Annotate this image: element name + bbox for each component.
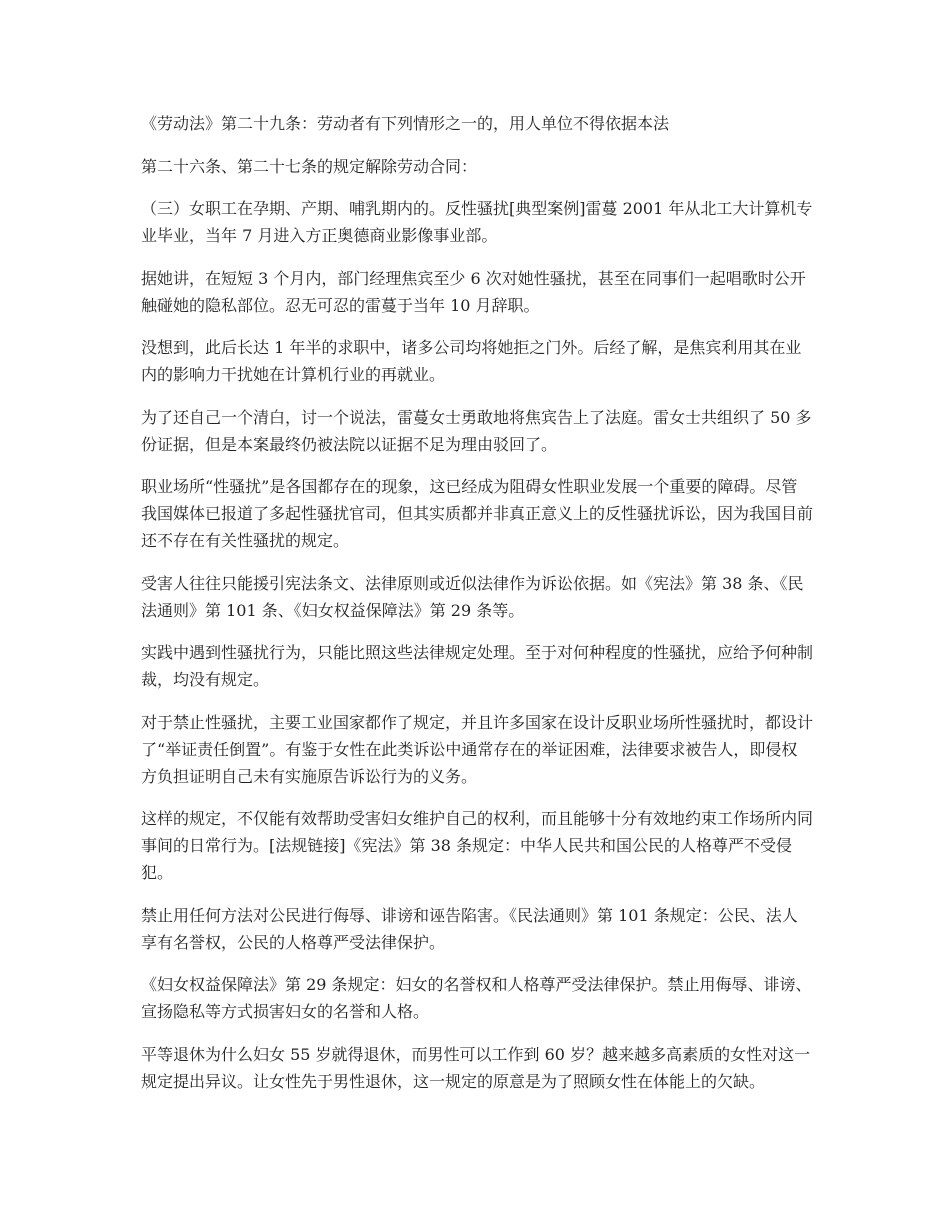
paragraph: （三）女职工在孕期、产期、哺乳期内的。反性骚扰[典型案例]雷蔓 2001 年从北工大计算机专业毕业，当年 7 月进入方正奥德商业影像事业部。 — [141, 199, 813, 245]
paragraph: 《妇女权益保障法》第 29 条规定：妇女的名誉权和人格尊严受法律保护。禁止用侮辱、诽谤、宣扬隐私等方式损害妇女的名誉和人格。 — [141, 975, 812, 1021]
paragraph: 受害人往往只能援引宪法条文、法律原则或近似法律作为诉讼依据。如《宪法》第 38 条、《民法通则》第 101 条、《妇女权益保障法》第 29 条等。 — [141, 573, 804, 620]
paragraph: 《劳动法》第二十九条：劳动者有下列情形之一的，用人单位不得依据本法 — [141, 114, 670, 133]
paragraph: 平等退休为什么妇女 55 岁就得退休，而男性可以工作到 60 岁？越来越多高素质的女性对这一规定提出异议。让女性先于男性退休，这一规定的原意是为了照顾女性在体能上的欠缺。 — [141, 1044, 811, 1091]
paragraph: 据她讲，在短短 3 个月内，部门经理焦宾至少 6 次对她性骚扰，甚至在同事们一起唱歌时公开触碰她的隐私部位。忍无可忍的雷蔓于当年 10 月辞职。 — [141, 268, 806, 315]
paragraph: 职业场所“性骚扰”是各国都存在的现象，这已经成为阻碍女性职业发展一个重要的障碍。尽管我国媒体已报道了多起性骚扰官司，但其实质都并非真正意义上的反性骚扰诉讼，因为我国目前还不存在有关性骚扰的规定。 — [141, 477, 814, 550]
paragraph: 这样的规定，不仅能有效帮助受害妇女维护自己的权利，而且能够十分有效地约束工作场所内同事间的日常行为。[法规链接]《宪法》第 38 条规定：中华人民共和国公民的人格尊严不受侵犯。 — [141, 809, 814, 882]
paragraph: 没想到，此后长达 1 年半的求职中，诸多公司均将她拒之门外。后经了解，是焦宾利用其在业内的影响力干扰她在计算机行业的再就业。 — [141, 338, 802, 384]
document-body — [141, 110, 813, 1110]
paragraph: 第二十六条、第二十七条的规定解除劳动合同： — [141, 156, 478, 176]
paragraph: 实践中遇到性骚扰行为，只能比照这些法律规定处理。至于对何种程度的性骚扰，应给予何种制裁，均没有规定。 — [141, 643, 814, 689]
paragraph: 对于禁止性骚扰，主要工业国家都作了规定，并且许多国家在设计反职业场所性骚扰时，都设计了“举证责任倒置”。有鉴于女性在此类诉讼中通常存在的举证困难，法律要求被告人，即侵权方负担证明自己未有实施原告诉讼行为的义务。 — [141, 712, 814, 786]
paragraph: 为了还自己一个清白，讨一个说法，雷蔓女士勇敢地将焦宾告上了法庭。雷女士共组织了 50 多份证据，但是本案最终仍被法院以证据不足为理由驳回了。 — [141, 407, 812, 454]
paragraph: 禁止用任何方法对公民进行侮辱、诽谤和诬告陷害。《民法通则》第 101 条规定：公民、法人享有名誉权，公民的人格尊严受法律保护。 — [141, 905, 798, 952]
